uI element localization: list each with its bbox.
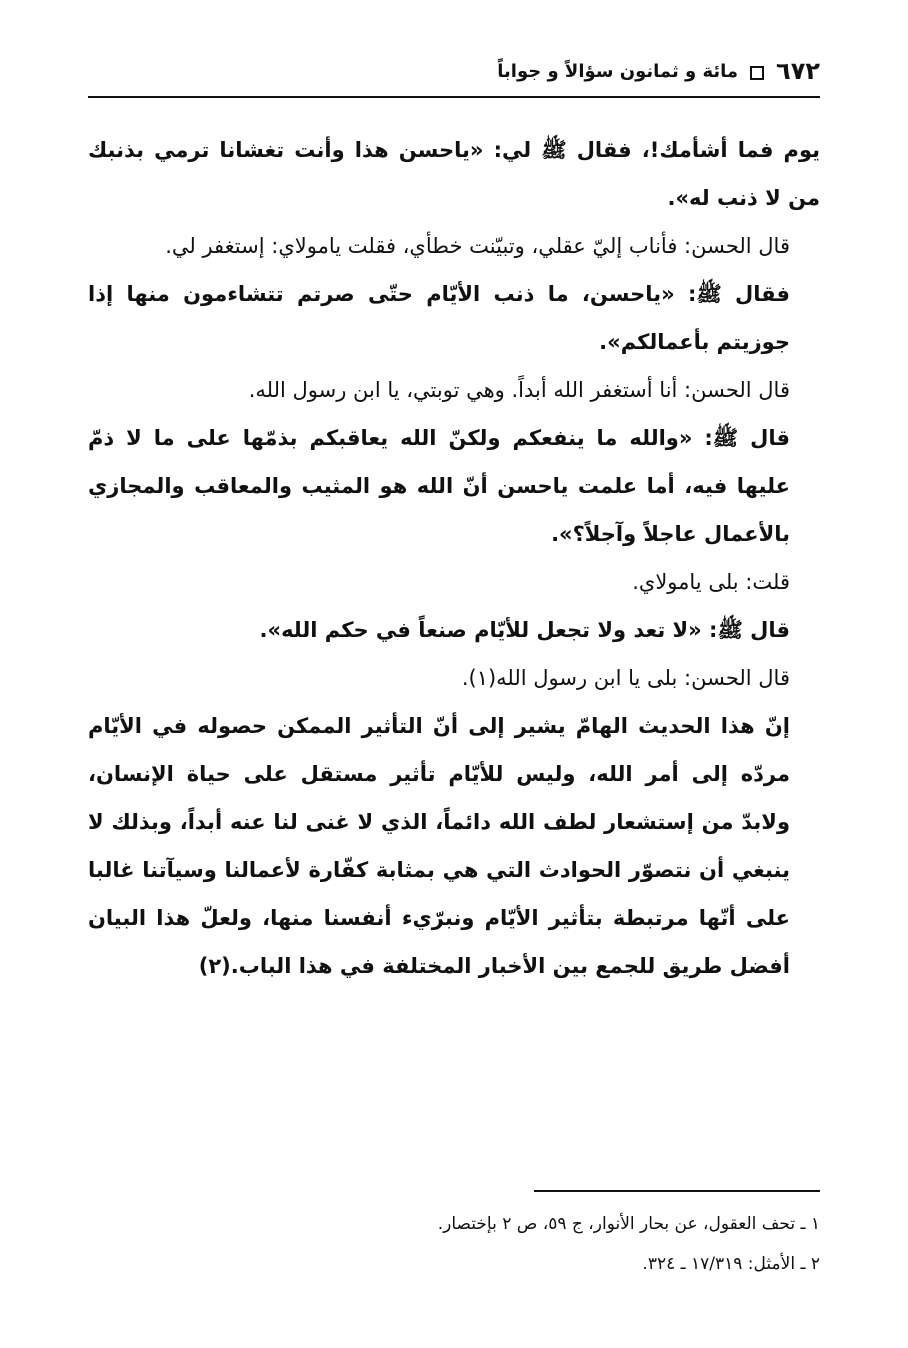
main-text: [88, 126, 820, 990]
paragraph: قال الحسن: فأناب إليّ عقلي، وتبيّنت خطأي، فقلت يامولاي: إستغفر لي.: [165, 234, 790, 258]
paragraph: قال ﷺ: «لا تعد ولا تجعل للأيّام صنعاً في حكم الله».: [259, 618, 790, 642]
paragraph: إنّ هذا الحديث الهامّ يشير إلى أنّ التأثير الممكن حصوله في الأيّام مردّه إلى أمر الله، وليس للأيّام تأثير مستقل على حياة الإنسان، ولابدّ من إستشعار لطف الله دائماً، الذي لا غنى لنا عنه أبداً، وبذلك لا ينبغي أن نتصوّر الحوادث التي هي بمثابة كفّارة لأعمالنا وسيآتنا غالبا على أنّها مرتبطة بتأثير الأيّام ونبرّيء أنفسنا منها، ولعلّ هذا البيان أفضل طريق للجمع بين الأخبار المختلفة في هذا الباب.(٢): [88, 714, 790, 978]
paragraph: قال الحسن: أنا أستغفر الله أبداً. وهي توبتي، يا ابن رسول الله.: [248, 378, 790, 402]
square-ornament-icon: [750, 66, 764, 80]
paragraph: فقال ﷺ: «ياحسن، ما ذنب الأيّام حتّى صرتم تتشاءمون منها إذا جوزيتم بأعمالكم».: [88, 282, 790, 354]
paragraph: قال ﷺ: «والله ما ينفعكم ولكنّ الله يعاقبكم بذمّها على ما لا ذمّ عليها فيه، أما علمت ياحسن أنّ الله هو المثيب والمعاقب والمجازي بالأعمال عاجلاً وآجلاً؟».: [88, 426, 790, 546]
footnotes: [88, 1204, 820, 1284]
footnote: ١ ـ تحف العقول، عن بحار الأنوار، ج ٥٩، ص ٢ بإختصار.: [437, 1214, 820, 1234]
footnote-divider: [534, 1190, 820, 1192]
header-divider: [88, 96, 820, 98]
paragraph: قلت: بلى يامولاي.: [632, 570, 790, 594]
paragraph: قال الحسن: بلى يا ابن رسول الله(١).: [461, 666, 790, 690]
book-title: مائة و ثمانون سؤالاً و جواباً: [497, 60, 739, 82]
page-number: ٦٧٢: [776, 57, 820, 85]
footnote: ٢ ـ الأمثل: ١٧/٣١٩ ـ ٣٢٤.: [642, 1254, 820, 1274]
running-header: [88, 50, 820, 92]
paragraph: يوم فما أشأمك!، فقال ﷺ لي: «ياحسن هذا وأنت تغشانا ترمي بذنبك من لا ذنب له».: [88, 138, 820, 210]
